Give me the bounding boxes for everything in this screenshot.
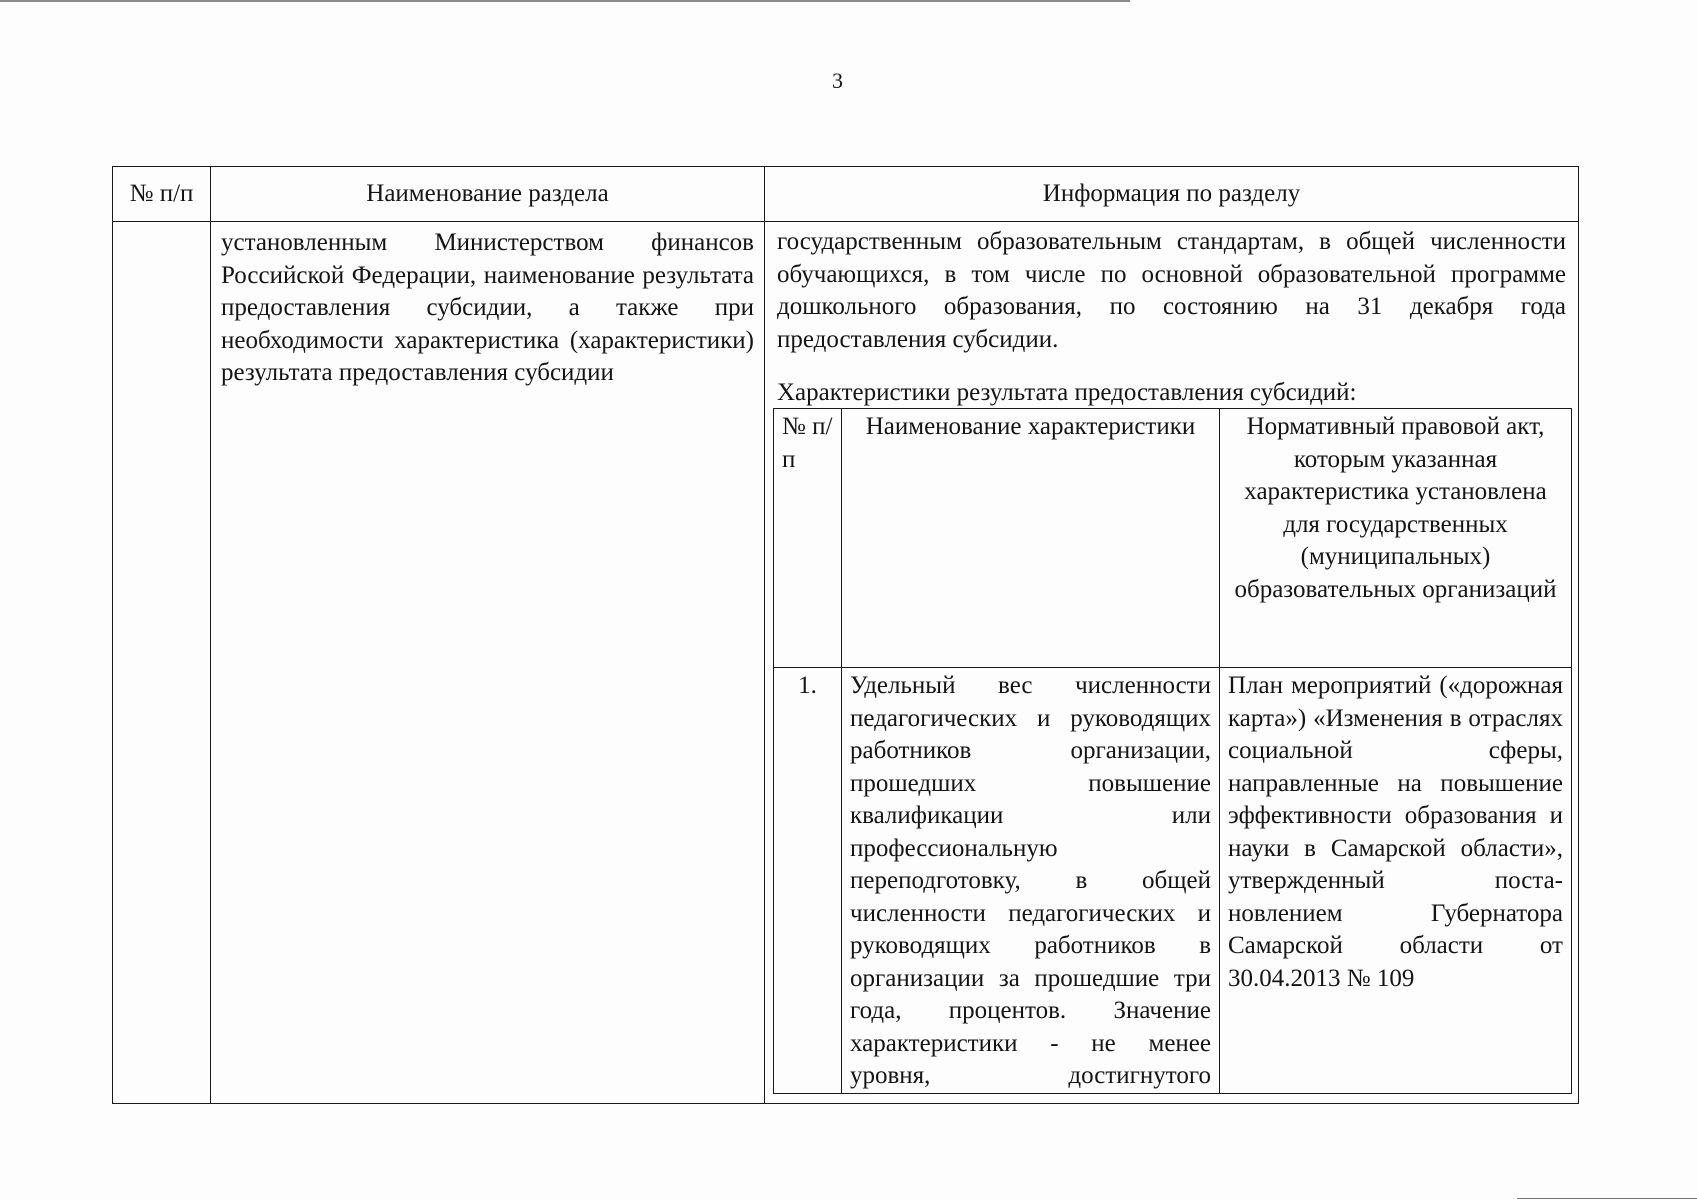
scan-edge-line xyxy=(1517,1198,1697,1199)
row-num-cell xyxy=(113,222,211,1104)
nested-header-act: Нормативный правовой акт, которым указанная характеристика установлена для государственных (муниципальных) образовательных организаций xyxy=(1220,409,1572,668)
header-section-info: Информация по разделу xyxy=(765,167,1579,222)
nested-row-act: План мероприятий («дорожная карта») «Изменения в отраслях социальной сферы, направленные на повышение эффективности образования и науки в Самарской области», утвержденный поста- новлением Губернатора Самарской области от 30.04.2013 № 109 xyxy=(1220,668,1572,1094)
section-name-text: установленным Министерством финансов Российской Федерации, наименование результата предоставления субсидии, а также при необходимости характеристика (характеристики) результата предоставления субсидии xyxy=(221,229,754,386)
page-number: 3 xyxy=(832,68,843,93)
nested-header-name: Наименование характеристики xyxy=(842,409,1220,668)
table-row xyxy=(113,222,1579,1104)
nested-row-num: 1. xyxy=(774,668,842,1094)
section-name-cell xyxy=(211,222,765,1104)
table-header-row xyxy=(113,167,1579,222)
table-row xyxy=(774,668,1572,1094)
characteristics-heading: Характеристики результата предоставления субсидий: xyxy=(777,379,1357,406)
nested-header-num: № п/п xyxy=(774,409,842,668)
characteristics-table xyxy=(773,408,1572,1094)
section-info-cell xyxy=(765,222,1579,1104)
scan-edge-line xyxy=(0,0,1130,2)
header-num: № п/п xyxy=(113,167,211,222)
section-info-text: государственным образовательным стандартам, в общей численности обучающихся, в том числе по основной образовательной программе дошкольного образования, по состоянию на 31 декабря года предоставления субсидии. xyxy=(777,228,1566,353)
main-table xyxy=(112,166,1579,1104)
nested-row-name: Удельный вес численности педагогических и руководящих работников организации, прошедших повышение квалификации или профессиональную переподготовку, в общей численности педагогических и руководящих работников в организации за прошедшие три года, процентов. Значение характеристики - не менее уровня, достигнутого xyxy=(842,668,1220,1094)
header-section-name: Наименование раздела xyxy=(211,167,765,222)
nested-header-row xyxy=(774,409,1572,668)
